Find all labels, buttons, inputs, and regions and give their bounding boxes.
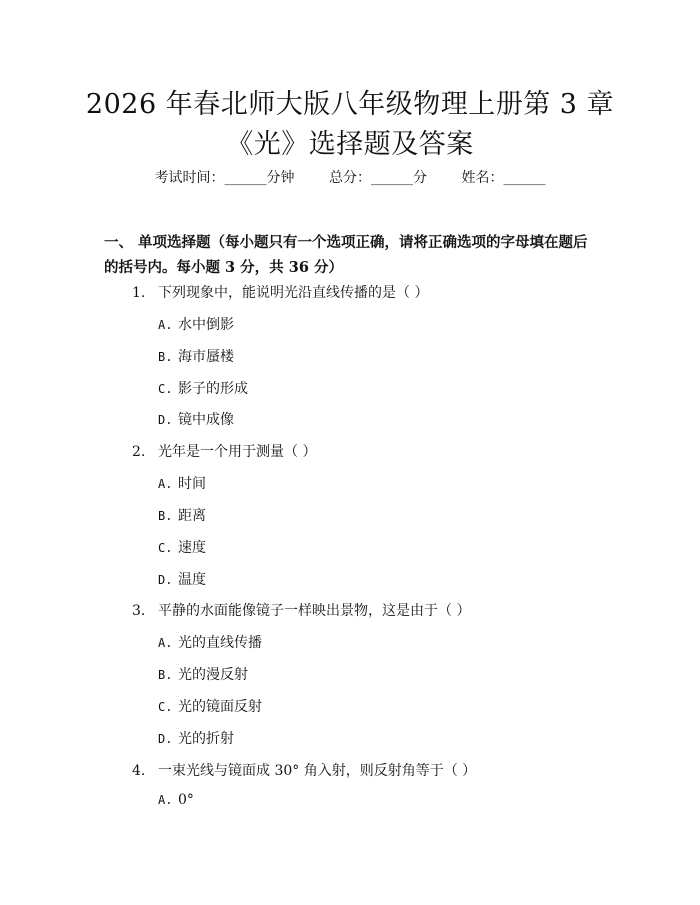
total-score-label: 总分：______分 — [329, 170, 427, 186]
option — [158, 314, 234, 334]
question-number: 1. — [132, 285, 146, 301]
option-text: 光的漫反射 — [178, 667, 248, 683]
option-text: 影子的形成 — [178, 381, 248, 397]
section-instructions: 单项选择题（每小题只有一个选项正确，请将正确选项的字母填在题后的括号内。每小题 3 分，共 36 分） — [104, 234, 588, 276]
option — [158, 569, 206, 589]
option-text: 温度 — [178, 572, 206, 588]
option — [158, 728, 234, 748]
question-number: 4. — [132, 763, 146, 779]
option-letter: B. — [158, 668, 173, 682]
option-text: 时间 — [178, 476, 206, 492]
question-number: 2. — [132, 444, 146, 460]
option-letter: B. — [158, 350, 173, 364]
question-stem: 下列现象中，能说明光沿直线传播的是（ ） — [158, 285, 429, 301]
question — [132, 760, 476, 780]
option-text: 海市蜃楼 — [178, 349, 234, 365]
option-text: 镜中成像 — [178, 412, 234, 428]
option-text: 光的折射 — [178, 731, 234, 747]
title-line-2: 《光》选择题及答案 — [226, 129, 474, 160]
option-text: 距离 — [178, 508, 206, 524]
option-text: 光的镜面反射 — [178, 699, 262, 715]
option-letter: D. — [158, 732, 173, 746]
question-stem: 一束光线与镜面成 30° 角入射，则反射角等于（ ） — [158, 763, 477, 779]
question — [132, 282, 428, 302]
option — [158, 537, 206, 557]
option-letter: C. — [158, 541, 173, 555]
option-text: 速度 — [178, 540, 206, 556]
question — [132, 600, 470, 620]
option-text: 水中倒影 — [178, 317, 234, 333]
option-letter: B. — [158, 509, 173, 523]
section-heading — [104, 230, 600, 280]
option-letter: A. — [158, 793, 173, 807]
question — [132, 441, 316, 461]
option-letter: A. — [158, 636, 173, 650]
option-letter: A. — [158, 318, 173, 332]
option — [158, 792, 194, 808]
option — [158, 632, 262, 652]
option — [158, 696, 262, 716]
question-stem: 光年是一个用于测量（ ） — [158, 444, 317, 460]
title-line-1: 2026 年春北师大版八年级物理上册第 3 章 — [85, 89, 615, 120]
option — [158, 505, 206, 525]
option — [158, 473, 206, 493]
exam-time-label: 考试时间：______分钟 — [154, 170, 295, 186]
section-number: 一、 — [104, 234, 133, 251]
option-text: 0° — [178, 792, 194, 808]
exam-meta — [0, 167, 700, 187]
option — [158, 664, 248, 684]
option-letter: D. — [158, 573, 173, 587]
option — [158, 346, 234, 366]
option-letter: C. — [158, 700, 173, 714]
question-number: 3. — [132, 603, 146, 619]
option-text: 光的直线传播 — [178, 635, 262, 651]
option-letter: A. — [158, 477, 173, 491]
option-letter: C. — [158, 382, 173, 396]
option-letter: D. — [158, 413, 173, 427]
question-stem: 平静的水面能像镜子一样映出景物，这是由于（ ） — [158, 603, 471, 619]
option — [158, 378, 248, 398]
name-label: 姓名：______ — [461, 170, 546, 186]
option — [158, 409, 234, 429]
